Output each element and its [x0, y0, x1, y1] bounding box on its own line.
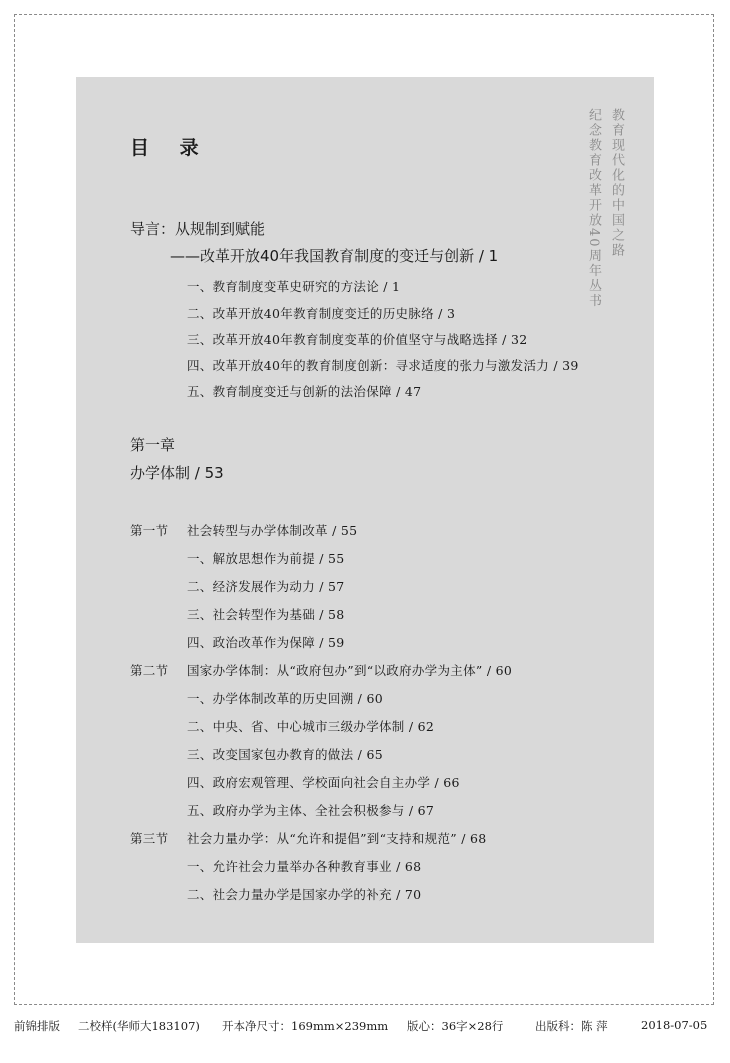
section-title: 国家办学体制：从“政府包办”到“以政府办学为主体” / 60 [187, 663, 513, 678]
intro-item: 三、改革开放40年教育制度变革的价值坚守与战略选择 / 32 [187, 332, 528, 347]
intro-item: 四、改革开放40年的教育制度创新：寻求适度的张力与激发活力 / 39 [187, 358, 579, 373]
section-label: 第二节 [130, 663, 169, 678]
section-item: 二、中央、省、中心城市三级办学体制 / 62 [187, 719, 435, 734]
footer-trim-size: 开本净尺寸：169mm×239mm [222, 1019, 389, 1033]
footer-layout: 版心：36字×28行 [407, 1019, 504, 1033]
section-item: 三、社会转型作为基础 / 58 [187, 607, 345, 622]
section-title: 社会力量办学：从“允许和提倡”到“支持和规范” / 68 [187, 831, 487, 846]
section-item: 二、经济发展作为动力 / 57 [187, 579, 345, 594]
intro-subtitle: ——改革开放40年我国教育制度的变迁与创新 / 1 [170, 247, 499, 265]
intro-item: 五、教育制度变迁与创新的法治保障 / 47 [187, 384, 422, 399]
chapter-label: 第一章 [130, 436, 176, 454]
intro-item: 二、改革开放40年教育制度变迁的历史脉络 / 3 [187, 306, 456, 321]
chapter-title: 办学体制 / 53 [130, 464, 224, 482]
section-title: 社会转型与办学体制改革 / 55 [187, 523, 358, 538]
section-item: 三、改变国家包办教育的做法 / 65 [187, 747, 383, 762]
section-item: 一、办学体制改革的历史回溯 / 60 [187, 691, 383, 706]
intro-item: 一、教育制度变革史研究的方法论 / 1 [187, 279, 401, 294]
section-item: 四、政治改革作为保障 / 59 [187, 635, 345, 650]
footer-date: 2018-07-05 [641, 1018, 708, 1032]
series-subtitle: 纪念教育改革开放40周年丛书 [586, 108, 601, 309]
section-item: 一、允许社会力量举办各种教育事业 / 68 [187, 859, 422, 874]
section-label: 第一节 [130, 523, 169, 538]
series-title: 教育现代化的中国之路 [609, 108, 624, 258]
section-item: 二、社会力量办学是国家办学的补充 / 70 [187, 887, 422, 902]
intro-heading: 导言：从规制到赋能 [130, 220, 266, 238]
footer-proof: 二校样(华师大183107) [78, 1019, 200, 1033]
footer-typesetter: 前锦排版 [14, 1019, 60, 1033]
section-label: 第三节 [130, 831, 169, 846]
section-item: 四、政府宏观管理、学校面向社会自主办学 / 66 [187, 775, 460, 790]
footer-editor: 出版科：陈 萍 [535, 1019, 608, 1033]
toc-title: 目 录 [130, 137, 211, 159]
section-item: 五、政府办学为主体、全社会积极参与 / 67 [187, 803, 435, 818]
section-item: 一、解放思想作为前提 / 55 [187, 551, 345, 566]
